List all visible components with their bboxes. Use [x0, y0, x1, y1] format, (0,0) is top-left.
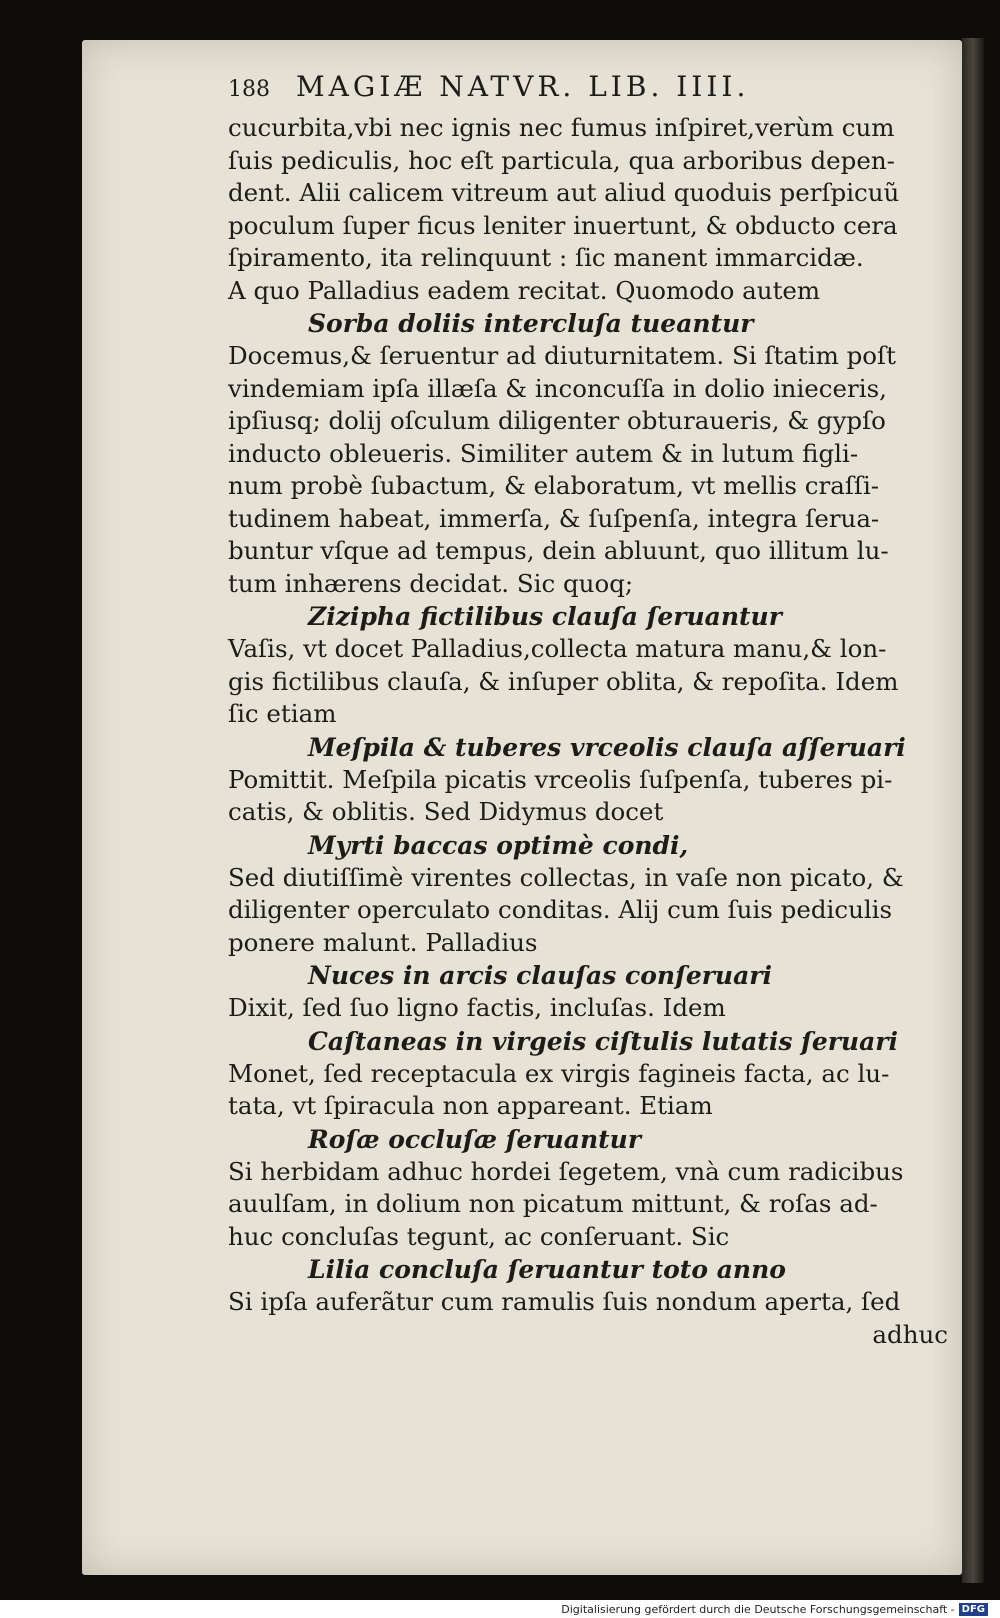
running-header — [228, 70, 948, 112]
section-heading: Meſpila & tuberes vrceolis clauſa aſſeruari — [308, 732, 906, 762]
running-title: MAGIÆ NATVR. LIB. IIII. — [296, 70, 750, 103]
text-line: gis fictilibus clauſa, & inſuper oblita, & repoſita. Idem — [228, 666, 899, 696]
section-heading: Nuces in arcis clauſas conſeruari — [308, 961, 772, 990]
text-line: ſic etiam — [228, 699, 337, 728]
text-line: inducto obleueris. Similiter autem & in lutum figli- — [228, 438, 859, 468]
text-line: Si herbidam adhuc hordei ſegetem, vnà cum radicibus — [228, 1156, 904, 1186]
text-line: vindemiam ipſa illæſa & inconcuſſa in dolio inieceris, — [228, 373, 887, 403]
page-text — [228, 70, 948, 1370]
text-line: tum inhærens decidat. Sic quoq; — [228, 568, 634, 598]
text-line: Pomittit. Meſpila picatis vrceolis ſuſpenſa, tuberes pi- — [228, 764, 893, 794]
text-line: ſpiramento, ita relinquunt : ſic manent immarcidæ. — [228, 243, 864, 272]
section-heading: Caſtaneas in virgeis ciſtulis lutatis ſeruari — [308, 1026, 898, 1056]
text-line: buntur vſque ad tempus, dein abluunt, quo illitum lu- — [228, 536, 889, 565]
text-line: Monet, ſed receptacula ex virgis fagineis facta, ac lu- — [228, 1058, 890, 1088]
text-line: ſuis pediculis, hoc eſt particula, qua arboribus depen- — [228, 145, 895, 175]
text-line: catis, & oblitis. Sed Didymus docet — [228, 797, 664, 826]
text-line: num probè ſubactum, & elaboratum, vt mellis craſſi- — [228, 471, 880, 500]
dfg-logo: DFG — [959, 1603, 988, 1616]
text-line: Sed diutiſſimè virentes collectas, in vaſe non picato, & — [228, 862, 904, 892]
text-line: diligenter operculato conditas. Alij cum ſuis pediculis — [228, 895, 893, 924]
text-line: Si ipſa auferãtur cum ramulis ſuis nondum aperta, ſed — [228, 1287, 901, 1316]
text-line: ipſiusq; dolij oſculum diligenter obturaueris, & gypſo — [228, 406, 886, 435]
section-heading: Myrti baccas optimè condi, — [308, 830, 689, 860]
catchword: adhuc — [872, 1319, 948, 1349]
text-line: ponere malunt. Palladius — [228, 927, 538, 957]
text-line: poculum ſuper ficus leniter inuertunt, & obducto cera — [228, 210, 898, 240]
text-lines — [228, 112, 948, 1351]
text-line: Docemus,& ſeruentur ad diuturnitatem. Si ſtatim poſt — [228, 341, 896, 370]
page-number: 188 — [228, 77, 270, 102]
book-edge — [962, 38, 984, 1583]
section-heading: Zizipha fictilibus clauſa ſeruantur — [308, 602, 782, 631]
section-heading: Roſæ occluſæ ſeruantur — [308, 1124, 642, 1154]
text-line: cucurbita,vbi nec ignis nec fumus inſpiret,verùm cum — [228, 113, 895, 142]
text-line: huc concluſas tegunt, ac conſeruant. Sic — [228, 1221, 730, 1251]
text-line: Vaſis, vt docet Palladius,collecta matura manu,& lon- — [228, 634, 887, 663]
text-line: tudinem habeat, immerſa, & ſuſpenſa, integra ſerua- — [228, 503, 880, 533]
section-heading: Lilia concluſa ſeruantur toto anno — [308, 1255, 786, 1284]
text-line: A quo Palladius eadem recitat. Quomodo autem — [228, 275, 821, 305]
text-line: Dixit, ſed ſuo ligno factis, incluſas. Idem — [228, 993, 726, 1022]
digitization-credit — [561, 1600, 988, 1618]
credit-text: Digitalisierung gefördert durch die Deutsche Forschungsgemeinschaft - — [561, 1602, 955, 1616]
section-heading: Sorba doliis intercluſa tueantur — [308, 309, 754, 338]
text-line: auulſam, in dolium non picatum mittunt, & roſas ad- — [228, 1189, 878, 1218]
text-line: tata, vt ſpiracula non appareant. Etiam — [228, 1091, 713, 1120]
text-line: dent. Alii calicem vitreum aut aliud quoduis perſpicuũ — [228, 178, 900, 207]
